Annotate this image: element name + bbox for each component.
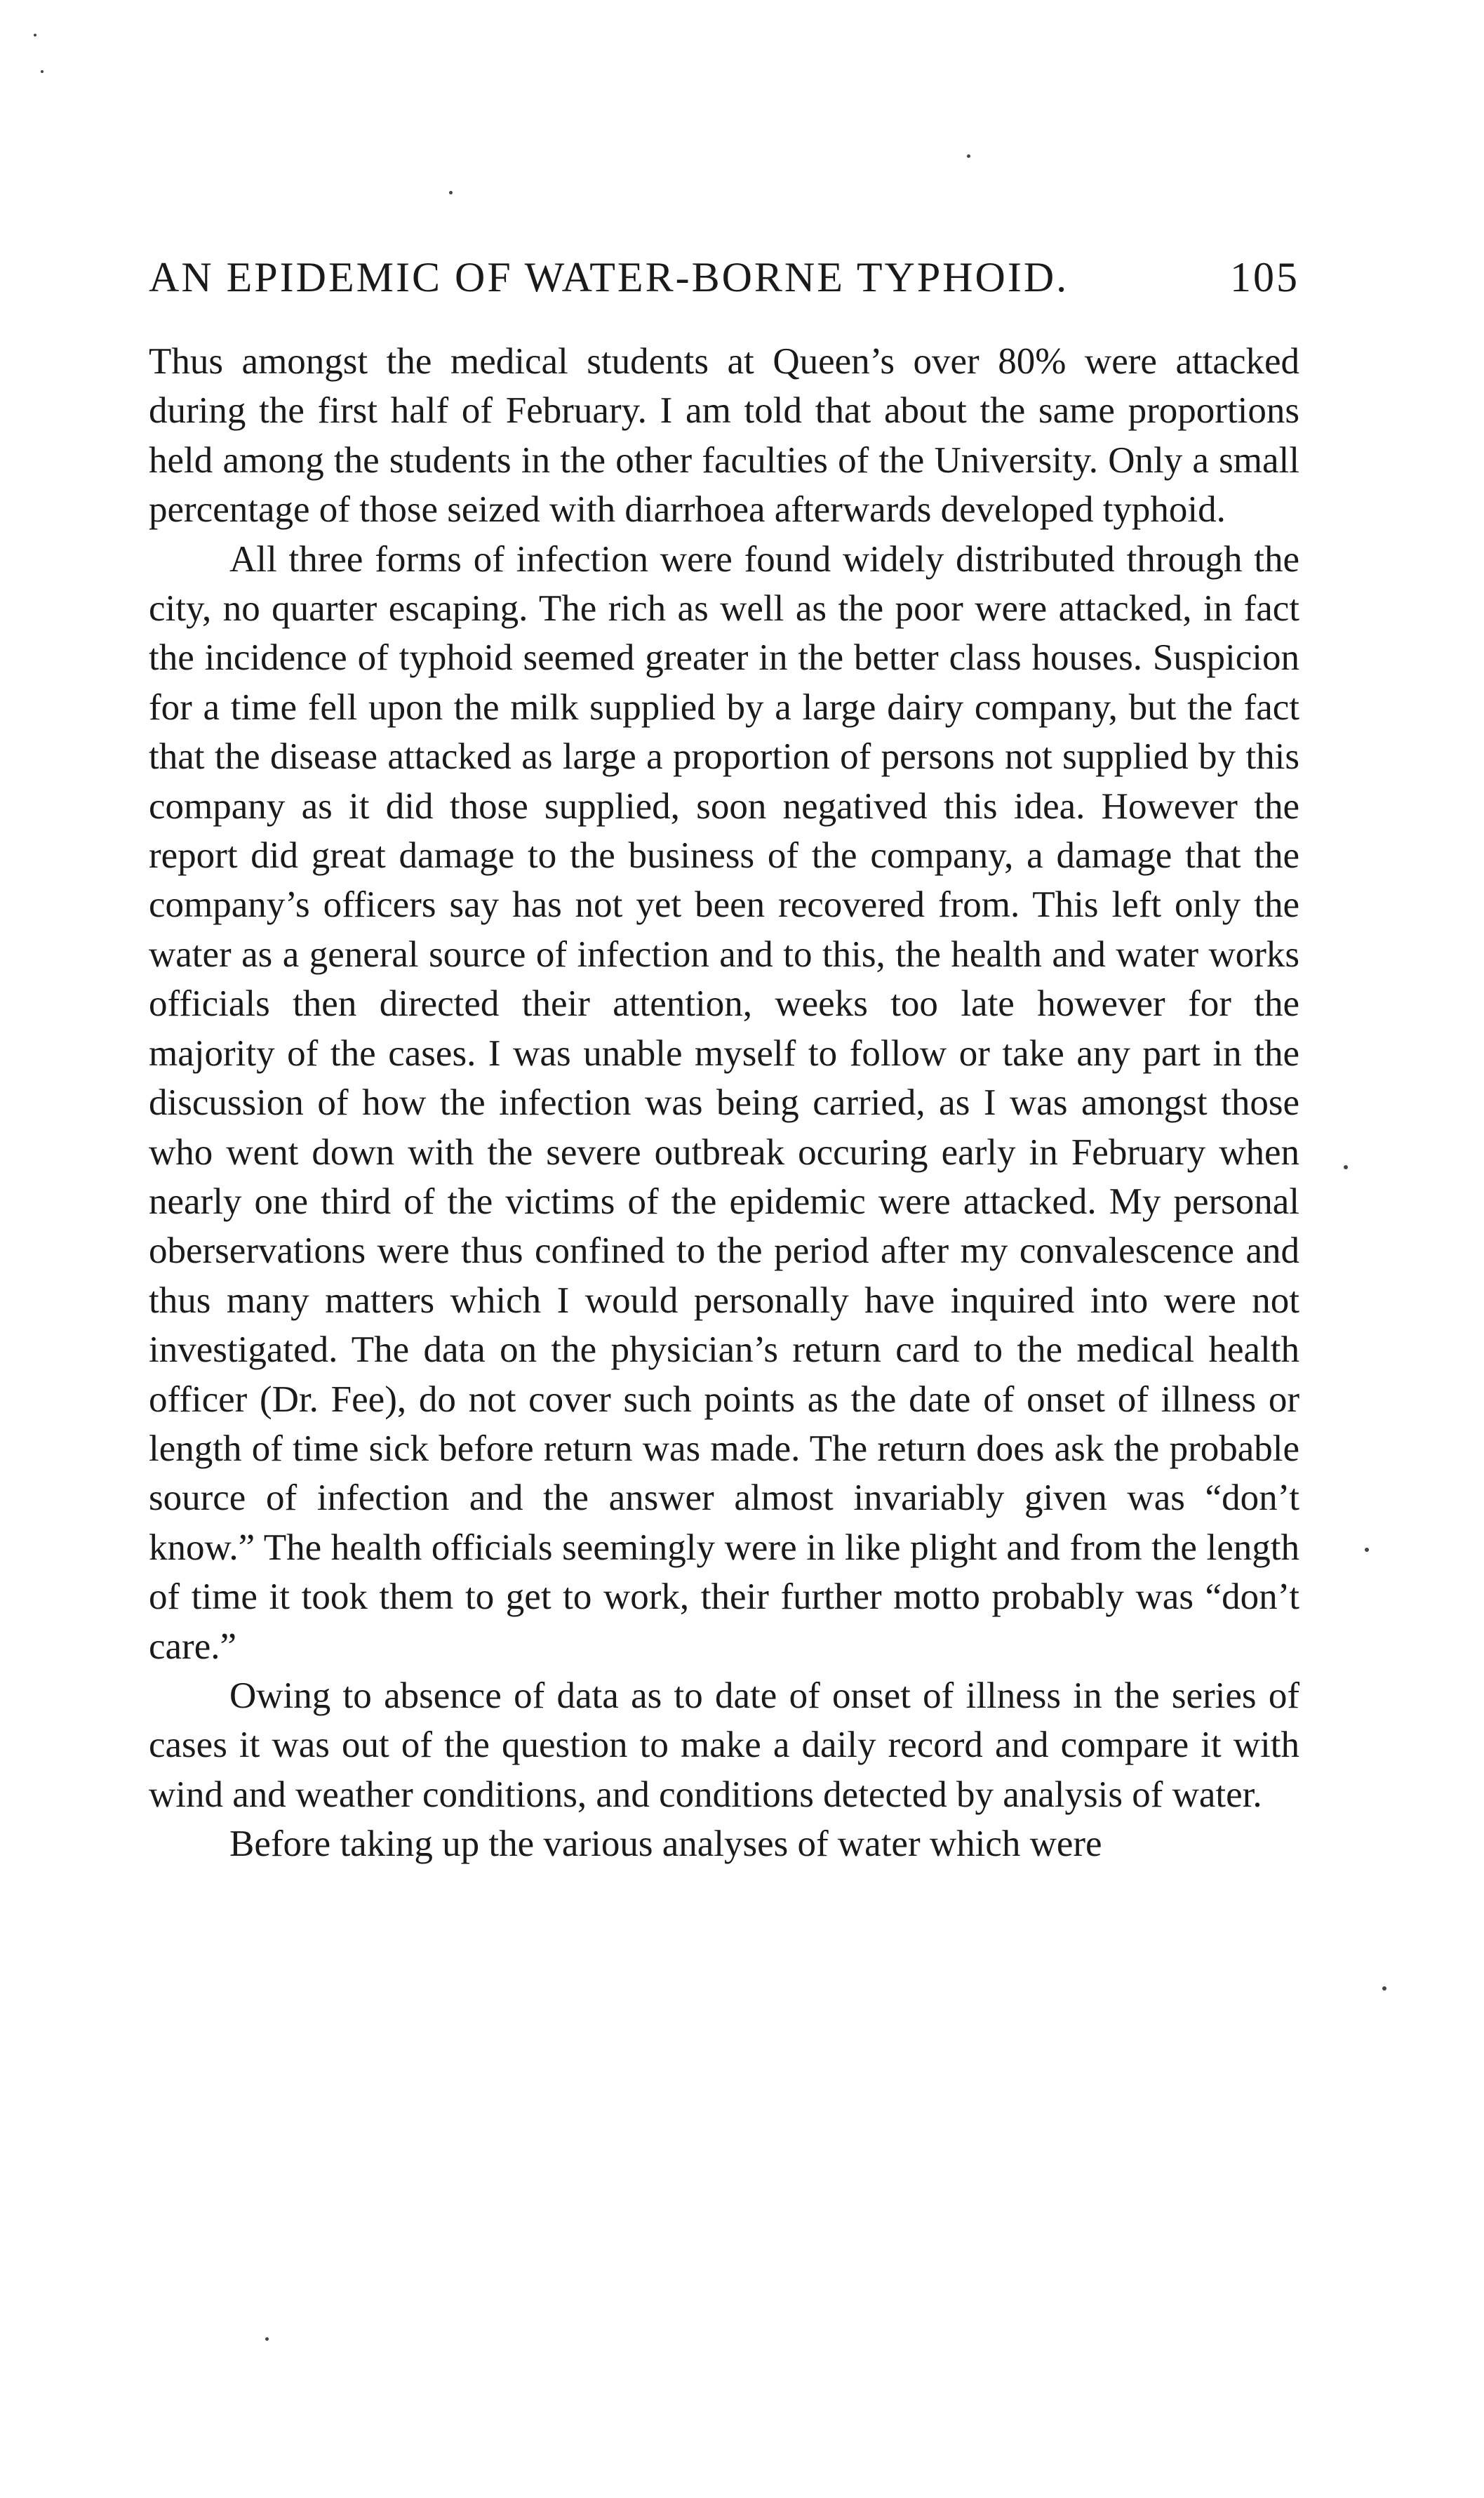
running-head-title: AN EPIDEMIC OF WATER-BORNE TYPHOID. bbox=[149, 254, 1069, 300]
page-number: 105 bbox=[1230, 254, 1299, 300]
scan-speck bbox=[34, 34, 36, 36]
scan-speck bbox=[1344, 1165, 1348, 1169]
paragraph-3: Owing to absence of data as to date of onset of illness in the series of cases it was out of the question to make a daily record and compare it with wind and weather conditions, and conditions detected by analysis of water. bbox=[149, 1675, 1299, 1815]
scan-speck bbox=[41, 70, 44, 73]
paragraph-4: Before taking up the various analyses of water which were bbox=[229, 1823, 1102, 1865]
scan-speck bbox=[1382, 1986, 1386, 1991]
scan-speck bbox=[265, 2337, 269, 2341]
paragraph-1: Thus amongst the medical students at Queen’s over 80% were attacked during the first half of February. I am told that about the same proportions held among the students in the other faculties of the University. Only a small percentage of those seized with diarrhoea afterwards developed typhoid. bbox=[149, 341, 1299, 531]
running-head bbox=[149, 246, 1299, 309]
paragraph-2: All three forms of infection were found widely distributed through the city, no quarter escaping. The rich as well as the poor were attacked, in fact the incidence of typhoid seemed greater in the better class houses. Suspicion for a time fell upon the milk supplied by a large dairy company, but the fact that the disease attacked as large a proportion of persons not supplied by this company as it did those supplied, soon negatived this idea. However the report did great damage to the business of the company, a damage that the company’s officers say has not yet been recovered from. This left only the water as a general source of infection and to this, the health and water works officials then directed their attention, weeks too late however for the majority of the cases. I was unable myself to follow or take any part in the discussion of how the infection was being carried, as I was amongst those who went down with the severe outbreak occuring early in February when nearly one third of the victims of the epidemic were attacked. My personal oberservations were thus confined to the period after my convalescence and thus many matters which I would personally have inquired into were not investigated. The data on the physician’s return card to the medical health officer (Dr. Fee), do not cover such points as the date of onset of illness or length of time sick before return was made. The return does ask the probable source of infection and the answer almost invariably given was “don’t know.” The health officials seemingly were in like plight and from the length of time it took them to get to work, their further motto probably was “don’t care.” bbox=[149, 538, 1299, 1667]
body-text bbox=[149, 337, 1299, 1869]
scan-speck bbox=[1365, 1548, 1369, 1552]
scan-speck bbox=[967, 154, 970, 158]
scan-speck bbox=[449, 191, 453, 194]
